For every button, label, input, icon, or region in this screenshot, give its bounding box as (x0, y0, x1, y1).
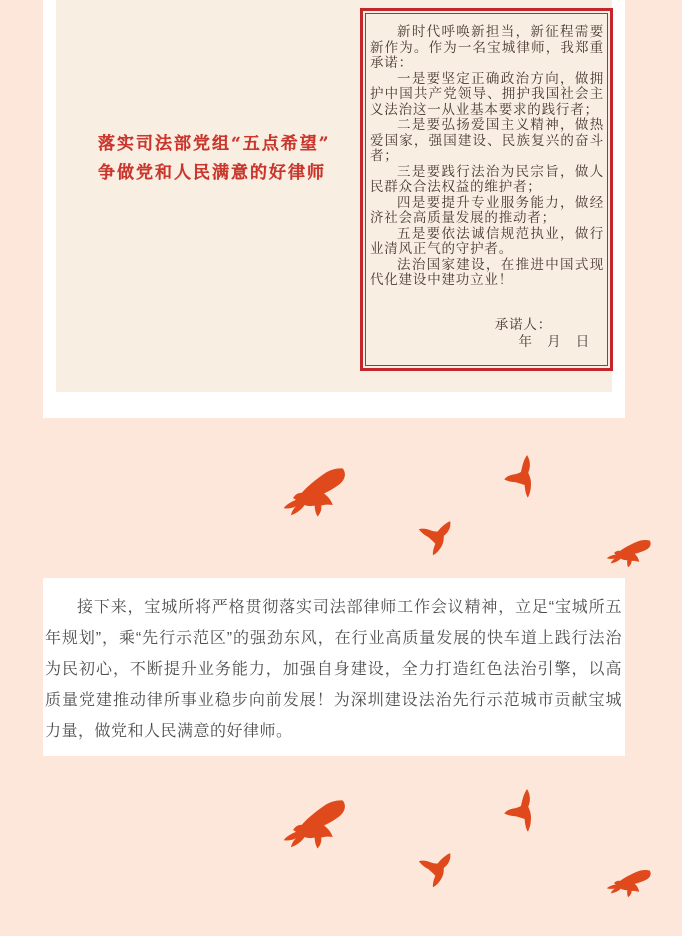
dove-icon (503, 454, 543, 501)
dove-icon (283, 798, 355, 862)
calligraphy-slogan (98, 130, 331, 188)
pledge-banner-panel (56, 0, 612, 392)
dove-icon (409, 841, 466, 898)
pledge-paragraph: 一是要坚定正确政治方向，做拥护中国共产党领导、拥护我国社会主义法治这一从业基本要求的践行者； (370, 70, 604, 118)
dove-icon (604, 532, 658, 580)
pledge-signature (370, 317, 604, 351)
pledge-paragraph: 三是要践行法治为民宗旨，做人民群众合法权益的维护者； (370, 163, 604, 195)
signer-label: 承诺人： (494, 316, 552, 333)
decorative-band-bottom (0, 756, 682, 936)
dove-icon (283, 466, 355, 530)
calligraphy-line-1: 落实司法部党组“五点希望” (98, 134, 331, 154)
closing-paragraph-section (45, 578, 622, 747)
dove-icon (409, 509, 466, 566)
closing-paragraph: 接下来，宝城所将严格贯彻落实司法部律师工作会议精神，立足“宝城所五年规划”，乘“先行示范区”的强劲东风，在行业高质量发展的快车道上践行法治为民初心，不断提升业务能力，加强自身建设，全力打造红色法治引擎，以高质量党建推动律所事业稳步向前发展！为深圳建设法治先行示范城市贡献宝城力量，做党和人民满意的好律师。 (45, 599, 622, 740)
pledge-paragraph: 四是要提升专业服务能力，做经济社会高质量发展的推动者； (370, 194, 604, 226)
decorative-band-top (0, 418, 682, 578)
pledge-card (360, 8, 613, 371)
pledge-paragraph: 法治国家建设，在推进中国式现代化建设中建功立业！ (370, 256, 604, 288)
pledge-paragraph: 二是要弘扬爱国主义精神，做热爱国家，强国建设、民族复兴的奋斗者； (370, 117, 604, 164)
date-line: 年 月 日 (518, 333, 590, 350)
pledge-paragraph: 新时代呼唤新担当，新征程需要新作为。作为一名宝城律师，我郑重承诺： (370, 24, 604, 71)
pledge-paragraph: 五是要依法诚信规范执业，做行业清风正气的守护者。 (370, 225, 604, 257)
calligraphy-line-2: 争做党和人民满意的好律师 (98, 163, 326, 183)
dove-icon (604, 862, 658, 910)
dove-icon (503, 788, 543, 835)
pledge-text (370, 25, 604, 289)
